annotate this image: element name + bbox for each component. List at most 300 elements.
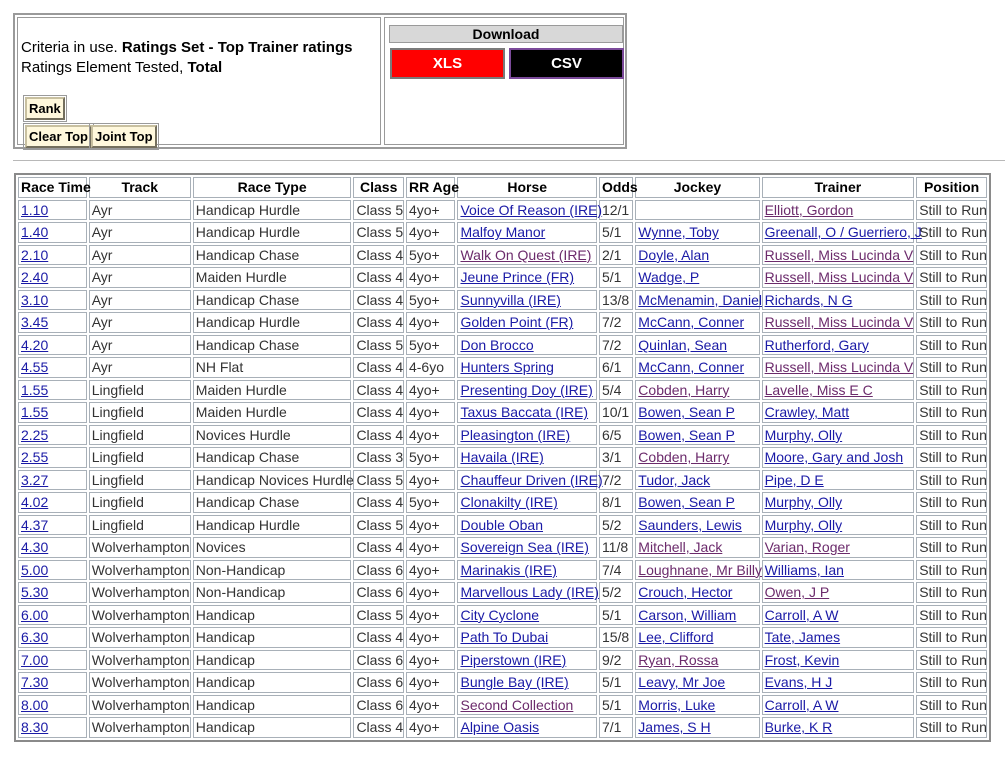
criteria-label: Criteria in use.: [21, 39, 122, 56]
position-cell: Still to Run: [916, 672, 987, 693]
race-time-cell: [18, 627, 87, 648]
track-cell: Ayr: [89, 245, 191, 266]
jockey-link[interactable]: McCann, Conner: [638, 359, 745, 376]
race-time-link[interactable]: 6.00: [21, 606, 49, 623]
jockey-link[interactable]: Wynne, Toby: [638, 224, 719, 241]
class-cell: Class 4: [353, 380, 404, 401]
jockey-cell: [635, 245, 759, 266]
header-position[interactable]: Position: [916, 177, 987, 198]
header-class[interactable]: Class: [353, 177, 404, 198]
horse-cell: [457, 492, 596, 513]
joint-top-button[interactable]: Joint Top: [91, 125, 157, 148]
race-type-cell: Handicap: [193, 672, 352, 693]
race-time-link[interactable]: 2.25: [21, 426, 49, 443]
odds-cell: 11/8: [599, 537, 633, 558]
header-horse[interactable]: Horse: [457, 177, 596, 198]
age-cell: 4yo+: [406, 312, 456, 333]
race-type-cell: Handicap Novices Hurdle: [193, 470, 352, 491]
jockey-cell: [635, 560, 763, 581]
horse-cell: [457, 357, 596, 378]
class-cell: Class 5: [353, 222, 404, 243]
trainer-link[interactable]: Pipe, D E: [764, 471, 824, 488]
trainer-link[interactable]: Varian, Roger: [764, 539, 850, 556]
class-cell: Class 4: [353, 290, 404, 311]
jockey-link[interactable]: James, S H: [638, 719, 711, 736]
jockey-link[interactable]: Leavy, Mr Joe: [638, 674, 726, 691]
odds-cell: 5/1: [599, 605, 633, 626]
class-cell: Class 6: [353, 695, 404, 716]
horse-link[interactable]: Marvellous Lady (IRE): [460, 584, 599, 601]
trainer-link[interactable]: Carroll, A W: [764, 606, 839, 623]
age-cell: 4yo+: [406, 380, 456, 401]
trainer-cell: [762, 290, 915, 311]
jockey-cell: [635, 335, 759, 356]
race-time-cell: [18, 402, 87, 423]
table-row: [18, 290, 987, 311]
age-cell: 4yo+: [406, 200, 456, 221]
odds-cell: 12/1: [599, 200, 633, 221]
jockey-cell: [635, 672, 759, 693]
odds-cell: 7/2: [599, 312, 633, 333]
table-row: [18, 312, 987, 333]
horse-cell: [457, 335, 596, 356]
age-cell: 5yo+: [406, 335, 456, 356]
race-time-cell: [18, 335, 87, 356]
download-title: Download: [389, 25, 623, 43]
age-cell: 4yo+: [406, 605, 456, 626]
track-cell: Lingfield: [89, 470, 191, 491]
trainer-cell: [762, 650, 915, 671]
class-cell: Class 5: [353, 200, 404, 221]
trainer-link[interactable]: Evans, H J: [764, 674, 833, 691]
trainer-cell: [762, 425, 915, 446]
race-type-cell: Novices Hurdle: [193, 425, 352, 446]
jockey-link[interactable]: McMenamin, Daniel: [638, 291, 763, 308]
race-time-link[interactable]: 4.55: [21, 359, 49, 376]
race-time-link[interactable]: 7.30: [21, 674, 49, 691]
horse-link[interactable]: Golden Point (FR): [460, 314, 574, 331]
race-time-link[interactable]: 8.30: [21, 719, 49, 736]
track-cell: Ayr: [89, 357, 191, 378]
race-type-cell: Handicap Hurdle: [193, 312, 352, 333]
table-row: [18, 402, 987, 423]
trainer-link[interactable]: Carroll, A W: [764, 696, 839, 713]
race-time-cell: [18, 695, 87, 716]
odds-cell: 5/1: [599, 695, 633, 716]
trainer-link[interactable]: Murphy, Olly: [764, 516, 843, 533]
header-track[interactable]: Track: [89, 177, 191, 198]
race-time-link[interactable]: 3.27: [21, 471, 49, 488]
trainer-link[interactable]: Murphy, Olly: [764, 494, 843, 511]
jockey-cell: [635, 312, 759, 333]
race-type-cell: Handicap Chase: [193, 335, 352, 356]
horse-link[interactable]: Sovereign Sea (IRE): [460, 539, 589, 556]
race-type-cell: Maiden Hurdle: [193, 267, 352, 288]
clear-top-button[interactable]: Clear Top: [25, 125, 92, 148]
horse-link[interactable]: Walk On Quest (IRE): [460, 246, 592, 263]
race-type-cell: Handicap Chase: [193, 492, 352, 513]
horse-cell: [457, 290, 596, 311]
horse-cell: [457, 627, 596, 648]
table-row: [18, 650, 987, 671]
horse-link[interactable]: Taxus Baccata (IRE): [460, 404, 589, 421]
race-type-cell: Handicap Hurdle: [193, 200, 352, 221]
table-row: [18, 627, 987, 648]
position-cell: Still to Run: [916, 267, 987, 288]
odds-cell: 15/8: [599, 627, 633, 648]
position-cell: Still to Run: [916, 492, 987, 513]
class-cell: Class 4: [353, 312, 404, 333]
horse-cell: [457, 425, 596, 446]
trainer-link[interactable]: Burke, K R: [764, 719, 833, 736]
horse-link[interactable]: Pleasington (IRE): [460, 426, 571, 443]
position-cell: Still to Run: [916, 245, 987, 266]
trainer-link[interactable]: Greenall, O / Guerriero, J: [764, 224, 922, 241]
jockey-link[interactable]: Bowen, Sean P: [638, 404, 735, 421]
table-row: [18, 515, 987, 536]
odds-cell: 7/2: [599, 470, 633, 491]
race-time-cell: [18, 425, 87, 446]
age-cell: 4yo+: [406, 560, 456, 581]
age-cell: 4yo+: [406, 695, 456, 716]
criteria-panel: [13, 13, 627, 149]
position-cell: Still to Run: [916, 537, 987, 558]
age-cell: 5yo+: [406, 447, 456, 468]
class-cell: Class 4: [353, 537, 404, 558]
horse-link[interactable]: Malfoy Manor: [460, 224, 546, 241]
age-cell: 4yo+: [406, 582, 456, 603]
odds-cell: 5/2: [599, 582, 633, 603]
jockey-link[interactable]: Morris, Luke: [638, 696, 716, 713]
jockey-link[interactable]: McCann, Conner: [638, 314, 745, 331]
race-time-cell: [18, 267, 87, 288]
track-cell: Wolverhampton: [89, 650, 191, 671]
trainer-link[interactable]: Crawley, Matt: [764, 404, 850, 421]
header-rr-age[interactable]: RR Age: [406, 177, 456, 198]
race-time-link[interactable]: 4.20: [21, 336, 49, 353]
age-cell: 4yo+: [406, 470, 456, 491]
race-time-link[interactable]: 4.30: [21, 539, 49, 556]
age-cell: 4yo+: [406, 627, 456, 648]
jockey-link[interactable]: Bowen, Sean P: [638, 426, 735, 443]
class-cell: Class 4: [353, 245, 404, 266]
horse-link[interactable]: Marinakis (IRE): [460, 561, 557, 578]
track-cell: Wolverhampton: [89, 582, 191, 603]
odds-cell: 5/1: [599, 267, 633, 288]
class-cell: Class 6: [353, 582, 404, 603]
race-time-cell: [18, 515, 87, 536]
trainer-link[interactable]: Murphy, Olly: [764, 426, 843, 443]
jockey-link[interactable]: Bowen, Sean P: [638, 494, 735, 511]
track-cell: Wolverhampton: [89, 695, 191, 716]
jockey-link[interactable]: Cobden, Harry: [638, 381, 730, 398]
class-cell: Class 5: [353, 515, 404, 536]
table-row: [18, 470, 987, 491]
horse-link[interactable]: Path To Dubai: [460, 629, 549, 646]
element-tested-line: [21, 59, 222, 76]
class-cell: Class 5: [353, 605, 404, 626]
header-race-time[interactable]: Race Time: [18, 177, 87, 198]
class-cell: Class 4: [353, 717, 404, 738]
jockey-link[interactable]: Saunders, Lewis: [638, 516, 742, 533]
age-cell: 5yo+: [406, 290, 456, 311]
jockey-cell: [635, 582, 759, 603]
jockey-cell: [635, 537, 759, 558]
race-type-cell: Handicap Chase: [193, 447, 352, 468]
header-race-type[interactable]: Race Type: [193, 177, 352, 198]
race-type-cell: Handicap Hurdle: [193, 222, 352, 243]
odds-cell: 5/1: [599, 222, 633, 243]
position-cell: Still to Run: [916, 627, 987, 648]
horse-cell: [457, 380, 596, 401]
position-cell: Still to Run: [916, 357, 987, 378]
header-trainer[interactable]: Trainer: [762, 177, 915, 198]
horse-link[interactable]: Hunters Spring: [460, 359, 554, 376]
age-cell: 4yo+: [406, 425, 456, 446]
track-cell: Lingfield: [89, 425, 191, 446]
jockey-link[interactable]: Lee, Clifford: [638, 629, 714, 646]
jockey-link[interactable]: Mitchell, Jack: [638, 539, 723, 556]
trainer-cell: [762, 470, 915, 491]
jockey-cell: [635, 515, 759, 536]
jockey-link[interactable]: Crouch, Hector: [638, 584, 733, 601]
jockey-link[interactable]: Cobden, Harry: [638, 449, 730, 466]
horse-cell: [457, 560, 596, 581]
race-time-cell: [18, 200, 87, 221]
race-type-cell: Handicap: [193, 627, 352, 648]
race-time-cell: [18, 245, 87, 266]
race-time-link[interactable]: 2.55: [21, 449, 49, 466]
odds-cell: 5/2: [599, 515, 633, 536]
table-row: [18, 492, 987, 513]
horse-cell: [457, 470, 603, 491]
horse-cell: [457, 695, 596, 716]
trainer-cell: [762, 537, 915, 558]
header-odds[interactable]: Odds: [599, 177, 633, 198]
race-time-link[interactable]: 5.00: [21, 561, 49, 578]
horse-cell: [457, 672, 596, 693]
race-type-cell: Non-Handicap: [193, 582, 352, 603]
horse-link[interactable]: Double Oban: [460, 516, 543, 533]
jockey-cell: [635, 402, 759, 423]
trainer-link[interactable]: Moore, Gary and Josh: [764, 449, 904, 466]
criteria-line: [21, 39, 352, 56]
horse-link[interactable]: Second Collection: [460, 696, 574, 713]
race-time-link[interactable]: 1.55: [21, 404, 49, 421]
element-tested-label: Ratings Element Tested,: [21, 59, 188, 76]
age-cell: 4yo+: [406, 267, 456, 288]
header-row: [18, 177, 987, 198]
track-cell: Ayr: [89, 200, 191, 221]
trainer-cell: [762, 380, 915, 401]
race-type-cell: Handicap Chase: [193, 290, 352, 311]
race-time-link[interactable]: 1.55: [21, 381, 49, 398]
age-cell: 4yo+: [406, 717, 456, 738]
table-row: [18, 245, 987, 266]
class-cell: Class 5: [353, 470, 404, 491]
trainer-link[interactable]: Tate, James: [764, 629, 841, 646]
trainer-link[interactable]: Lavelle, Miss E C: [764, 381, 873, 398]
race-time-cell: [18, 605, 87, 626]
jockey-link[interactable]: Tudor, Jack: [638, 471, 711, 488]
table-row: [18, 267, 987, 288]
class-cell: Class 6: [353, 672, 404, 693]
race-type-cell: Handicap Chase: [193, 245, 352, 266]
odds-cell: 5/4: [599, 380, 633, 401]
trainer-link[interactable]: Rutherford, Gary: [764, 336, 869, 353]
horse-cell: [457, 312, 596, 333]
horse-cell: [457, 402, 596, 423]
jockey-cell: [635, 447, 759, 468]
jockey-link[interactable]: Wadge, P: [638, 269, 700, 286]
trainer-link[interactable]: Russell, Miss Lucinda V: [764, 314, 914, 331]
race-time-cell: [18, 312, 87, 333]
odds-cell: 9/2: [599, 650, 633, 671]
horse-link[interactable]: Chauffeur Driven (IRE): [460, 471, 603, 488]
position-cell: Still to Run: [916, 290, 987, 311]
race-time-link[interactable]: 4.02: [21, 494, 49, 511]
race-time-cell: [18, 357, 87, 378]
horse-link[interactable]: Sunnyvilla (IRE): [460, 291, 561, 308]
class-cell: Class 6: [353, 560, 404, 581]
age-cell: 4yo+: [406, 402, 456, 423]
position-cell: Still to Run: [916, 695, 987, 716]
race-time-link[interactable]: 1.40: [21, 224, 49, 241]
jockey-cell: [635, 380, 759, 401]
race-time-cell: [18, 447, 87, 468]
trainer-link[interactable]: Russell, Miss Lucinda V: [764, 269, 914, 286]
position-cell: Still to Run: [916, 717, 987, 738]
track-cell: Ayr: [89, 222, 191, 243]
rank-button[interactable]: Rank: [25, 97, 65, 120]
track-cell: Wolverhampton: [89, 605, 191, 626]
trainer-link[interactable]: Elliott, Gordon: [764, 201, 854, 218]
horse-link[interactable]: Voice Of Reason (IRE): [460, 201, 603, 218]
race-time-link[interactable]: 3.10: [21, 291, 49, 308]
age-cell: 5yo+: [406, 492, 456, 513]
track-cell: Lingfield: [89, 380, 191, 401]
race-time-link[interactable]: 7.00: [21, 651, 49, 668]
race-time-cell: [18, 380, 87, 401]
position-cell: Still to Run: [916, 470, 987, 491]
trainer-link[interactable]: Richards, N G: [764, 291, 853, 308]
horse-link[interactable]: Alpine Oasis: [460, 719, 540, 736]
race-time-link[interactable]: 8.00: [21, 696, 49, 713]
header-jockey[interactable]: Jockey: [635, 177, 759, 198]
trainer-link[interactable]: Russell, Miss Lucinda V: [764, 359, 914, 376]
trainer-link[interactable]: Owen, J P: [764, 584, 830, 601]
race-time-cell: [18, 470, 87, 491]
trainer-link[interactable]: Williams, Ian: [764, 561, 844, 578]
jockey-cell: [635, 267, 759, 288]
horse-cell: [457, 717, 596, 738]
horse-link[interactable]: Jeune Prince (FR): [460, 269, 575, 286]
trainer-cell: [762, 695, 915, 716]
horse-link[interactable]: City Cyclone: [460, 606, 540, 623]
track-cell: Ayr: [89, 290, 191, 311]
age-cell: 4yo+: [406, 650, 456, 671]
position-cell: Still to Run: [916, 582, 987, 603]
position-cell: Still to Run: [916, 605, 987, 626]
race-time-link[interactable]: 2.10: [21, 246, 49, 263]
trainer-cell: [762, 402, 915, 423]
criteria-cell: [17, 17, 381, 145]
results-table: [16, 175, 989, 740]
class-cell: Class 4: [353, 267, 404, 288]
jockey-link[interactable]: Quinlan, Sean: [638, 336, 728, 353]
jockey-cell: [635, 290, 763, 311]
race-type-cell: Handicap Hurdle: [193, 515, 352, 536]
table-row: [18, 357, 987, 378]
horse-cell: [457, 267, 596, 288]
age-cell: 4yo+: [406, 672, 456, 693]
trainer-link[interactable]: Russell, Miss Lucinda V: [764, 246, 914, 263]
jockey-link[interactable]: Carson, William: [638, 606, 737, 623]
race-type-cell: Non-Handicap: [193, 560, 352, 581]
race-time-link[interactable]: 5.30: [21, 584, 49, 601]
xls-download-button[interactable]: XLS: [390, 48, 505, 79]
horse-link[interactable]: Don Brocco: [460, 336, 534, 353]
table-row: [18, 695, 987, 716]
odds-cell: 7/2: [599, 335, 633, 356]
jockey-cell: [635, 200, 759, 221]
horse-link[interactable]: Havaila (IRE): [460, 449, 544, 466]
table-row: [18, 717, 987, 738]
jockey-link[interactable]: Doyle, Alan: [638, 246, 710, 263]
table-row: [18, 582, 987, 603]
race-time-link[interactable]: 2.40: [21, 269, 49, 286]
position-cell: Still to Run: [916, 222, 987, 243]
odds-cell: 3/1: [599, 447, 633, 468]
age-cell: 4yo+: [406, 515, 456, 536]
jockey-cell: [635, 695, 759, 716]
odds-cell: 2/1: [599, 245, 633, 266]
trainer-link[interactable]: Frost, Kevin: [764, 651, 840, 668]
track-cell: Ayr: [89, 312, 191, 333]
horse-cell: [457, 605, 596, 626]
table-row: [18, 380, 987, 401]
jockey-cell: [635, 605, 759, 626]
class-cell: Class 4: [353, 627, 404, 648]
trainer-cell: [762, 267, 915, 288]
horse-link[interactable]: Presenting Doy (IRE): [460, 381, 593, 398]
horse-link[interactable]: Bungle Bay (IRE): [460, 674, 569, 691]
race-time-link[interactable]: 4.37: [21, 516, 49, 533]
trainer-cell: [762, 357, 915, 378]
race-type-cell: Maiden Hurdle: [193, 402, 352, 423]
element-tested-value: Total: [187, 59, 223, 76]
horse-link[interactable]: Piperstown (IRE): [460, 651, 567, 668]
horse-cell: [457, 582, 599, 603]
trainer-cell: [762, 245, 915, 266]
csv-download-button[interactable]: CSV: [509, 48, 624, 79]
race-type-cell: Novices: [193, 537, 352, 558]
table-row: [18, 605, 987, 626]
divider: [13, 160, 1005, 161]
class-cell: Class 4: [353, 357, 404, 378]
horse-link[interactable]: Clonakilty (IRE): [460, 494, 558, 511]
race-time-link[interactable]: 6.30: [21, 629, 49, 646]
race-time-link[interactable]: 1.10: [21, 201, 49, 218]
jockey-link[interactable]: Ryan, Rossa: [638, 651, 719, 668]
trainer-cell: [762, 627, 915, 648]
race-type-cell: Maiden Hurdle: [193, 380, 352, 401]
jockey-cell: [635, 425, 759, 446]
jockey-cell: [635, 627, 759, 648]
jockey-link[interactable]: Loughnane, Mr Billy: [638, 561, 763, 578]
race-time-link[interactable]: 3.45: [21, 314, 49, 331]
class-cell: Class 4: [353, 492, 404, 513]
